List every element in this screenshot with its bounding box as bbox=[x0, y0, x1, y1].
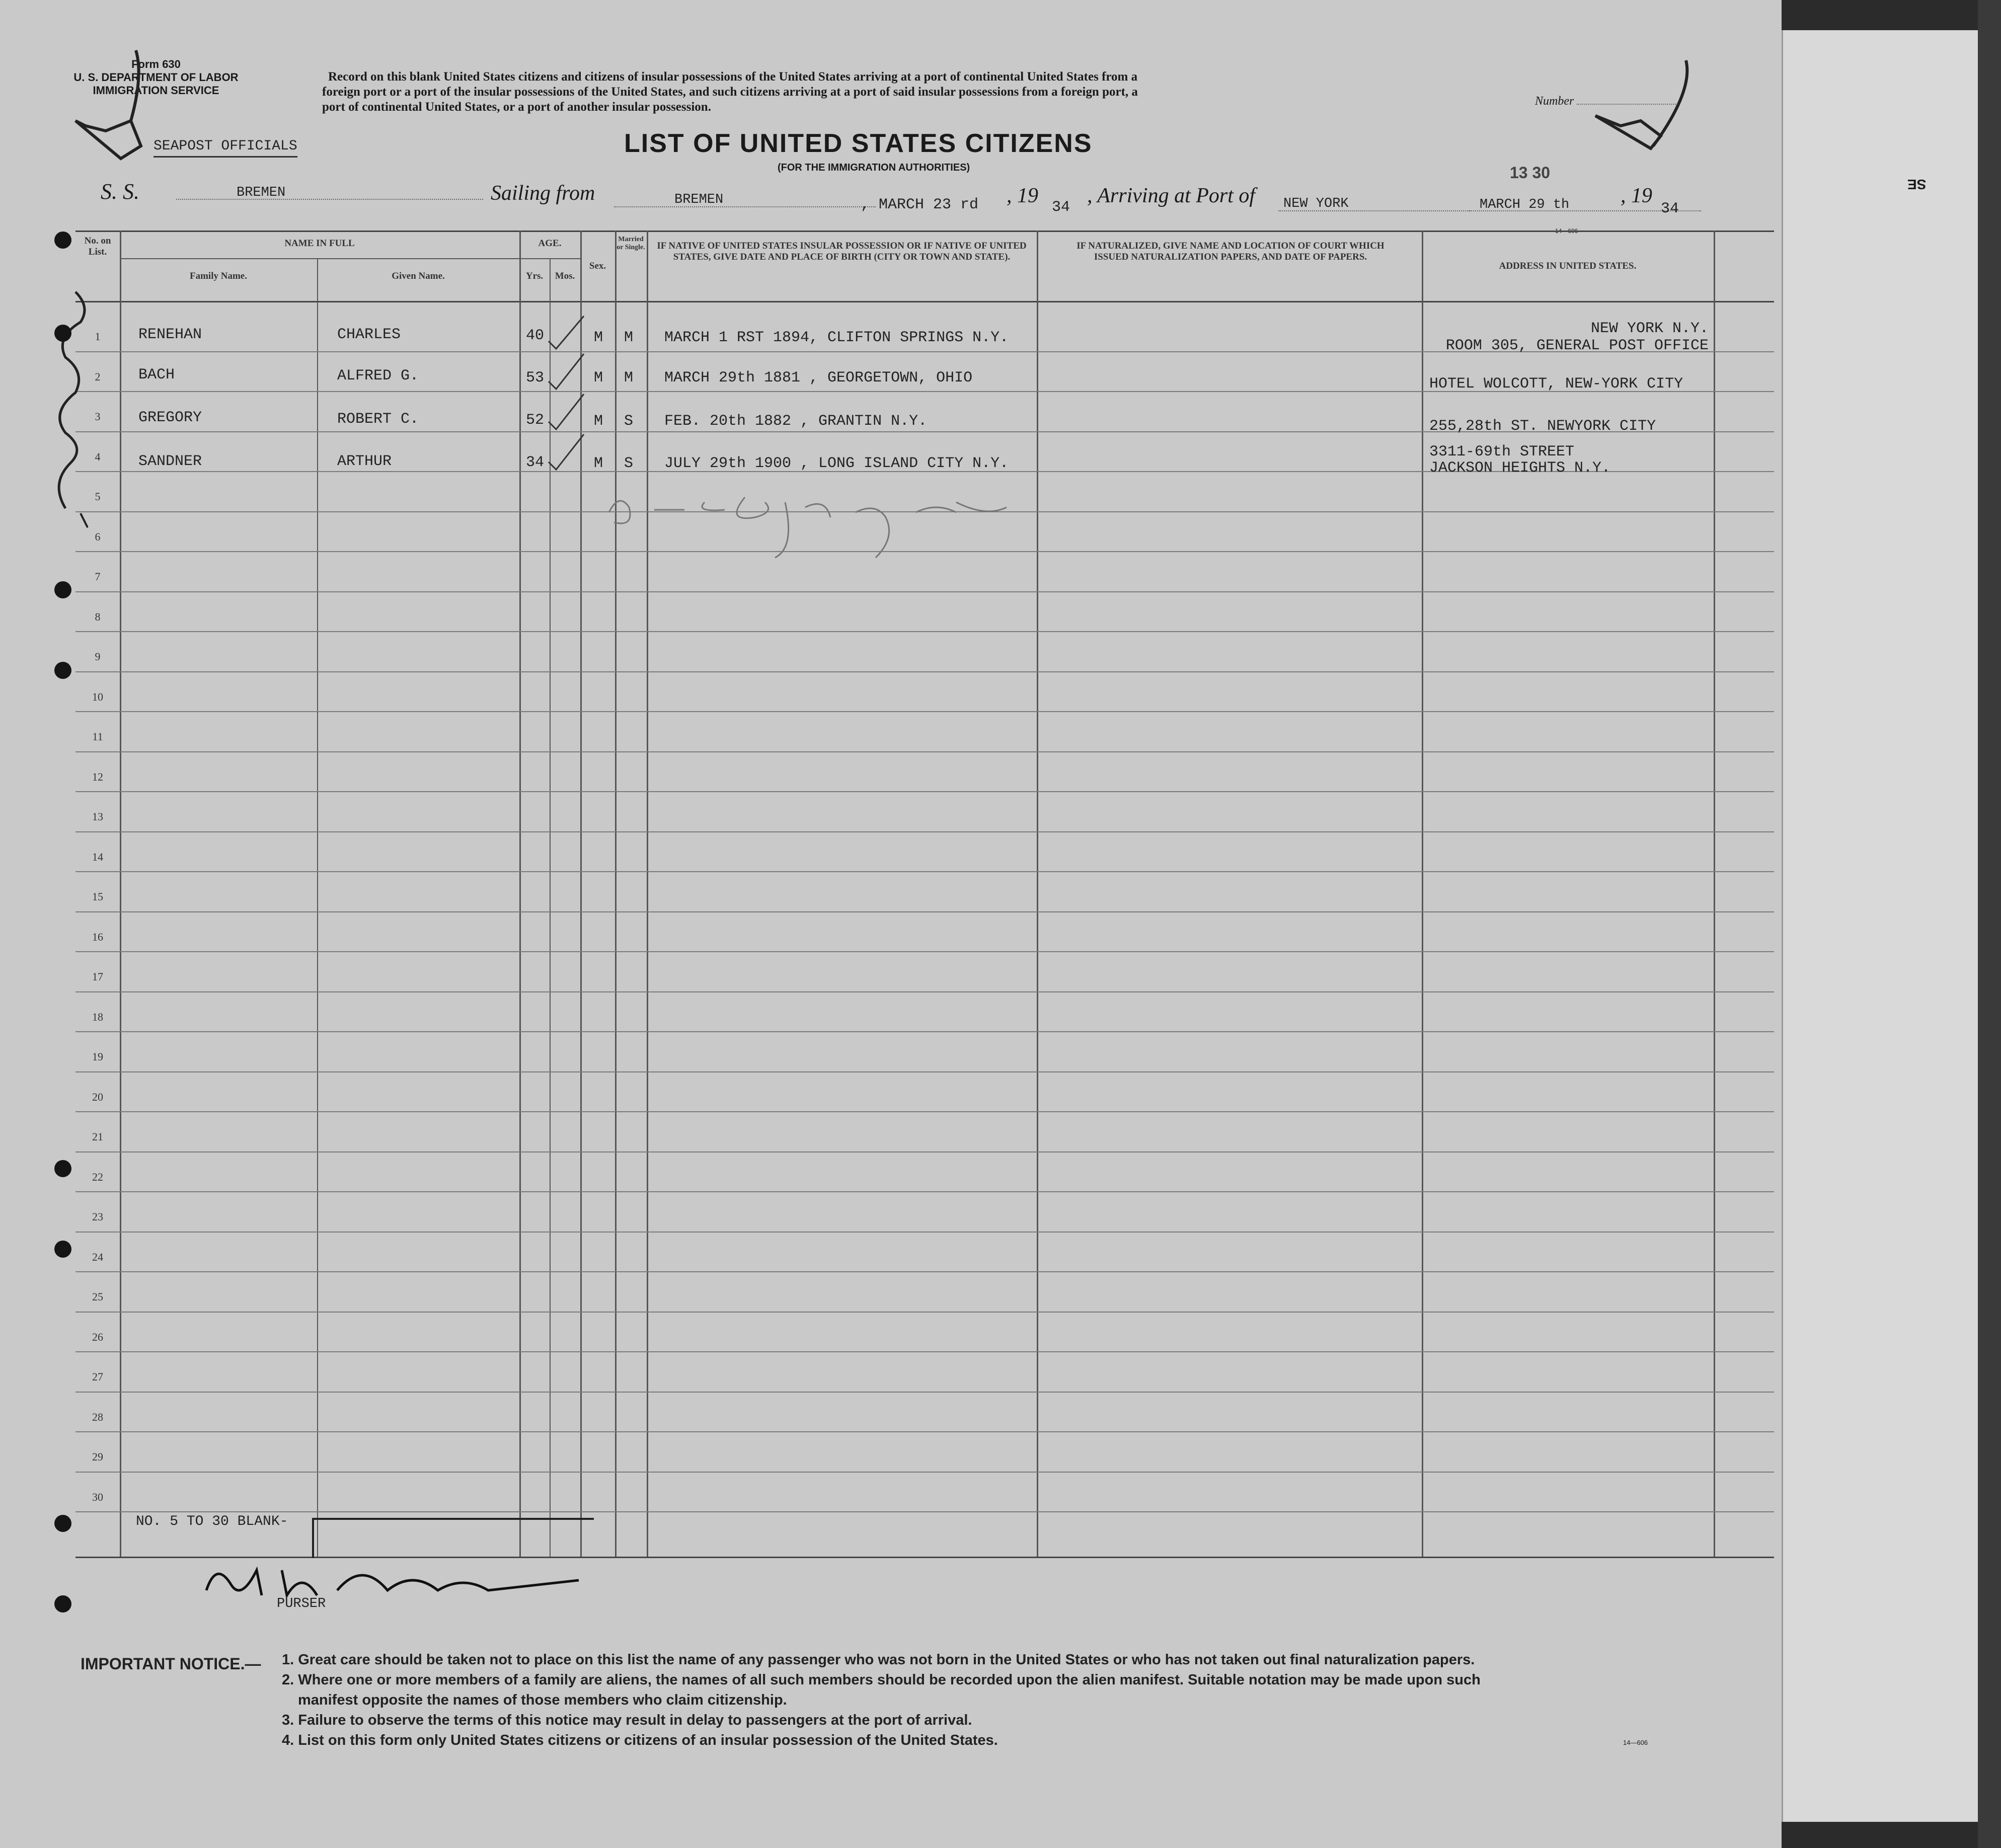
service-name: IMMIGRATION SERVICE bbox=[93, 84, 219, 97]
col-mos-header: Mos. bbox=[555, 271, 575, 281]
sailing-year-prefix: , 19 bbox=[1007, 184, 1038, 207]
sailing-from-value: BREMEN bbox=[674, 192, 724, 207]
row-3-yrs: 52 bbox=[526, 412, 545, 429]
arrival-port: NEW YORK bbox=[1283, 196, 1349, 211]
row-divider bbox=[75, 1312, 1774, 1313]
sheet-mark: SE bbox=[1907, 177, 1927, 192]
row-4-given: ARTHUR bbox=[337, 453, 392, 470]
number-label: Number bbox=[1535, 95, 1574, 108]
col-family-header: Family Name. bbox=[190, 271, 247, 281]
row-number: 12 bbox=[92, 770, 103, 783]
row-4-family: SANDNER bbox=[138, 453, 202, 470]
binder-hole bbox=[54, 581, 71, 598]
record-line-1: Record on this blank United States citizens and citizens of insular possessions of the United States arriving at a port of continental United States from a bbox=[328, 70, 1138, 84]
row-divider bbox=[75, 1231, 1774, 1233]
binder-hole bbox=[54, 1160, 71, 1177]
row-2-yrs: 53 bbox=[526, 369, 545, 387]
row-3-birth: FEB. 20th 1882 , GRANTIN N.Y. bbox=[664, 413, 928, 430]
row-number: 27 bbox=[92, 1370, 103, 1383]
notice-4: 4. List on this form only United States citizens or citizens of an insular possession of the United States. bbox=[282, 1732, 998, 1748]
row-divider bbox=[75, 631, 1774, 632]
row-number: 14 bbox=[92, 850, 103, 863]
row-3-family: GREGORY bbox=[138, 409, 202, 426]
row-number: 1 bbox=[95, 330, 101, 343]
row-2-address: HOTEL WOLCOTT, NEW-YORK CITY bbox=[1429, 375, 1683, 393]
notice-2-cont: manifest opposite the names of those members who claim citizenship. bbox=[298, 1692, 787, 1708]
scan-edge bbox=[1978, 0, 2001, 1848]
row-divider bbox=[75, 1392, 1774, 1393]
row-divider bbox=[75, 1151, 1774, 1152]
sailing-from-label: Sailing from bbox=[491, 182, 595, 205]
row-divider bbox=[75, 711, 1774, 712]
row-number: 5 bbox=[95, 490, 101, 503]
col-given-header: Given Name. bbox=[392, 271, 445, 281]
sailing-date: , MARCH 23 rd bbox=[861, 196, 979, 213]
row-number: 28 bbox=[92, 1410, 103, 1423]
binder-hole bbox=[54, 325, 71, 342]
row-1-sex: M bbox=[594, 329, 603, 346]
purser-signature-icon bbox=[186, 1550, 589, 1610]
purser-label: PURSER bbox=[277, 1596, 326, 1611]
form-number: Form 630 bbox=[131, 58, 181, 70]
row-2-birth: MARCH 29th 1881 , GEORGETOWN, OHIO bbox=[664, 369, 973, 387]
binder-hole bbox=[54, 1241, 71, 1258]
sailing-year: 34 bbox=[1052, 199, 1070, 216]
binder-hole bbox=[54, 1515, 71, 1532]
binder-hole bbox=[54, 1595, 71, 1612]
row-1-address-line-2: ROOM 305, GENERAL POST OFFICE bbox=[1445, 337, 1709, 354]
row-number: 30 bbox=[92, 1490, 103, 1503]
binder-hole bbox=[54, 232, 71, 249]
row-divider bbox=[75, 1472, 1774, 1473]
row-divider bbox=[75, 591, 1774, 592]
row-1-family: RENEHAN bbox=[138, 326, 202, 343]
footer-form-code: 14—606 bbox=[1623, 1739, 1648, 1746]
row-number: 22 bbox=[92, 1170, 103, 1183]
row-1-address-line-1: NEW YORK N.Y. bbox=[1590, 320, 1709, 337]
row-3-sex: M bbox=[594, 413, 603, 430]
row-divider bbox=[75, 671, 1774, 672]
row-2-family: BACH bbox=[138, 366, 175, 383]
row-divider bbox=[75, 791, 1774, 792]
col-naturalized-header: IF NATURALIZED, GIVE NAME AND LOCATION OF COURT WHICH ISSUED NATURALIZATION PAPERS, AND DATE OF PAPERS. bbox=[1076, 241, 1384, 262]
notice-heading: IMPORTANT NOTICE.— bbox=[81, 1655, 261, 1673]
arriving-label: , Arriving at Port of bbox=[1087, 184, 1256, 207]
row-number: 19 bbox=[92, 1050, 103, 1063]
row-number: 18 bbox=[92, 1010, 103, 1023]
col-yrs-header: Yrs. bbox=[525, 271, 544, 281]
row-number: 6 bbox=[95, 530, 101, 543]
department-name: U. S. DEPARTMENT OF LABOR bbox=[73, 71, 239, 84]
arrival-year-prefix: , 19 bbox=[1621, 184, 1652, 207]
ship-name: BREMEN bbox=[237, 185, 286, 200]
row-number: 9 bbox=[95, 650, 101, 663]
row-divider bbox=[75, 871, 1774, 872]
row-4-yrs: 34 bbox=[526, 454, 545, 471]
col-no-header: No. on List. bbox=[84, 236, 111, 257]
arrival-date: MARCH 29 th bbox=[1480, 197, 1570, 212]
row-number: 15 bbox=[92, 890, 103, 903]
row-3-given: ROBERT C. bbox=[337, 411, 419, 428]
col-birth-header: IF NATIVE OF UNITED STATES INSULAR POSSESSION OR IF NATIVE OF UNITED STATES, GIVE DATE AND PLACE OF BIRTH (CITY OR TOWN AND STATE). bbox=[657, 241, 1027, 262]
row-2-married: M bbox=[624, 369, 634, 387]
binder-hole bbox=[54, 662, 71, 679]
row-number: 23 bbox=[92, 1210, 103, 1223]
col-married-header: Married or Single. bbox=[617, 236, 645, 251]
row-1-married: M bbox=[624, 329, 634, 346]
number-field bbox=[1535, 95, 1696, 108]
ss-label: S. S. bbox=[101, 179, 139, 204]
row-number: 16 bbox=[92, 930, 103, 943]
row-number: 26 bbox=[92, 1330, 103, 1343]
row-divider bbox=[75, 991, 1774, 992]
row-divider bbox=[75, 1511, 1774, 1512]
row-1-birth: MARCH 1 RST 1894, CLIFTON SPRINGS N.Y. bbox=[664, 329, 1009, 346]
row-3-address: 255,28th ST. NEWYORK CITY bbox=[1429, 418, 1656, 435]
row-2-given: ALFRED G. bbox=[337, 367, 419, 384]
row-3-married: S bbox=[624, 413, 634, 430]
row-2-sex: M bbox=[594, 369, 603, 387]
adjacent-page bbox=[1782, 30, 1979, 1822]
page-subtitle: (FOR THE IMMIGRATION AUTHORITIES) bbox=[778, 162, 970, 173]
row-number: 13 bbox=[92, 810, 103, 823]
check-marks-icon bbox=[544, 306, 634, 487]
row-number: 7 bbox=[95, 570, 101, 583]
row-number: 10 bbox=[92, 690, 103, 703]
record-line-2: foreign port or a port of the insular possessions of the United States, and such citizens arriving at a port of said insular possessions from a foreign port, a bbox=[322, 85, 1138, 99]
record-instructions bbox=[322, 69, 1459, 115]
seapost-officials-stamp: SEAPOST OFFICIALS bbox=[153, 138, 297, 158]
margin-handwriting-icon bbox=[35, 282, 101, 533]
arrival-handwritten-note: 13 30 bbox=[1510, 164, 1551, 182]
row-divider bbox=[75, 1031, 1774, 1032]
col-age-header: AGE. bbox=[538, 238, 562, 249]
row-divider bbox=[75, 1191, 1774, 1192]
row-4-sex: M bbox=[594, 455, 603, 472]
notice-3: 3. Failure to observe the terms of this notice may result in delay to passengers at the port of arrival. bbox=[282, 1712, 972, 1728]
row-4-married: S bbox=[624, 455, 634, 472]
row-divider bbox=[75, 1271, 1774, 1272]
row-divider bbox=[75, 1351, 1774, 1352]
row-number: 29 bbox=[92, 1450, 103, 1463]
row-number: 3 bbox=[95, 410, 101, 423]
row-divider bbox=[75, 911, 1774, 912]
blank-rows-note: NO. 5 TO 30 BLANK- bbox=[136, 1514, 288, 1529]
row-number: 25 bbox=[92, 1290, 103, 1303]
row-divider bbox=[75, 951, 1774, 952]
arrival-year: 34 bbox=[1661, 200, 1679, 217]
col-name-header: NAME IN FULL bbox=[284, 238, 355, 249]
row-number: 21 bbox=[92, 1130, 103, 1143]
row-number: 20 bbox=[92, 1090, 103, 1103]
row-1-given: CHARLES bbox=[337, 326, 401, 343]
page-title: LIST OF UNITED STATES CITIZENS bbox=[624, 129, 1093, 158]
row-4-birth: JULY 29th 1900 , LONG ISLAND CITY N.Y. bbox=[664, 455, 1009, 472]
handwritten-mark-right-icon bbox=[1585, 55, 1706, 161]
row-1-yrs: 40 bbox=[526, 327, 545, 344]
notice-1: 1. Great care should be taken not to place on this list the name of any passenger who was not born in the United States or who has not taken out final naturalization papers. bbox=[282, 1652, 1475, 1668]
row-number: 8 bbox=[95, 610, 101, 623]
row-number: 24 bbox=[92, 1250, 103, 1263]
notice-list bbox=[282, 1650, 1766, 1750]
row-divider bbox=[75, 751, 1774, 752]
record-line-3: port of continental United States, or a port of another insular possession. bbox=[322, 100, 711, 114]
col-address-header: ADDRESS IN UNITED STATES. bbox=[1499, 261, 1637, 271]
inspector-signature-icon bbox=[594, 482, 1147, 583]
row-4-address-line-2: JACKSON HEIGHTS N.Y. bbox=[1429, 459, 1611, 477]
row-4-address-line-1: 3311-69th STREET bbox=[1429, 443, 1575, 460]
row-divider bbox=[75, 1071, 1774, 1072]
col-sex-header: Sex. bbox=[589, 261, 606, 271]
manifest-table bbox=[75, 230, 1774, 1559]
row-divider bbox=[75, 1431, 1774, 1432]
row-1-address bbox=[1427, 320, 1709, 354]
row-4-address bbox=[1429, 444, 1610, 476]
row-number: 11 bbox=[92, 730, 103, 743]
row-divider bbox=[75, 831, 1774, 832]
row-divider bbox=[75, 1111, 1774, 1112]
row-number: 4 bbox=[95, 450, 101, 463]
row-number: 17 bbox=[92, 970, 103, 983]
row-number: 2 bbox=[95, 370, 101, 383]
notice-2: 2. Where one or more members of a family are aliens, the names of all such members should be recorded upon the alien manifest. Suitable notation may be made upon such bbox=[282, 1672, 1481, 1688]
